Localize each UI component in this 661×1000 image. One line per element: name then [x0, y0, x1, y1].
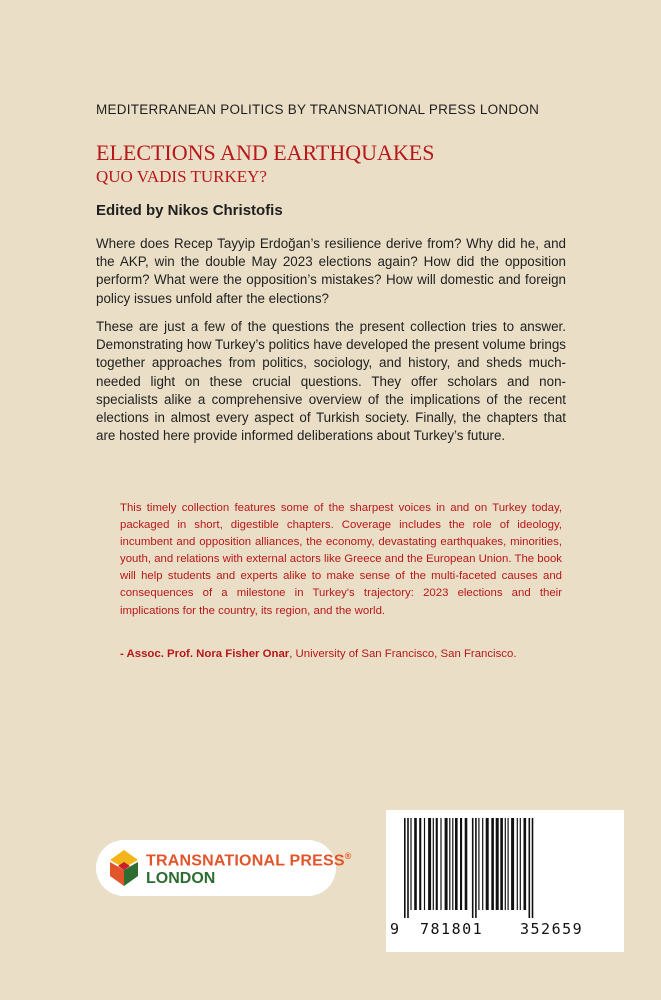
- publisher-mark-icon: [106, 848, 142, 888]
- barcode-bar: [524, 818, 527, 910]
- barcode-bar: [508, 818, 509, 910]
- barcode-bar: [475, 818, 477, 918]
- barcode-bar: [532, 818, 534, 918]
- reviewer-affiliation: , University of San Francisco, San Francisco.: [289, 648, 517, 660]
- barcode-bar: [486, 818, 489, 910]
- publisher-logo: [96, 840, 352, 896]
- barcode-bar: [478, 818, 479, 910]
- barcode-bar: [455, 818, 458, 910]
- isbn-group-2: 352659: [520, 920, 584, 938]
- isbn-first-digit: 9: [390, 920, 400, 938]
- reviewer-name: - Assoc. Prof. Nora Fisher Onar: [120, 648, 290, 660]
- barcode-bar: [440, 818, 441, 910]
- barcode-bar: [433, 818, 434, 910]
- barcode-bar: [436, 818, 438, 910]
- book-subtitle: QUO VADIS TURKEY?: [96, 167, 267, 186]
- barcode-bar: [410, 818, 411, 910]
- barcode-bar: [482, 818, 483, 910]
- book-title-block: [96, 140, 616, 188]
- barcode-bars: [400, 818, 610, 918]
- publisher-city: LONDON: [146, 870, 216, 887]
- barcode-bar: [445, 818, 448, 910]
- barcode-bar: [465, 818, 468, 910]
- editor-credit: Edited by Nikos Christofis: [96, 202, 283, 219]
- review-attribution: [120, 648, 590, 660]
- series-name: MEDITERRANEAN POLITICS BY TRANSNATIONAL PRESS LONDON: [96, 102, 540, 117]
- barcode-bar: [419, 818, 421, 910]
- registered-mark: ®: [344, 851, 352, 861]
- barcode-bar: [491, 818, 494, 910]
- isbn-group-1: 781801: [420, 920, 484, 938]
- review-quote: This timely collection features some of the sharpest voices in and on Turkey today, packaged in short, digestible chapters. Coverage includes the role of ideology, incumbent and opposition alliances, the economy, devastating earthquakes, minorities, youth, and relations with external actors like Greece and the European Union. The book will help students and experts alike to make sense of the multi-faceted causes and consequences of a milestone in Turkey's trajectory: 2023 elections and their implications for the country, its region, and the world.: [120, 502, 562, 617]
- barcode-bar: [520, 818, 521, 910]
- barcode-bar: [428, 818, 431, 910]
- blurb-paragraph-1: Where does Recep Tayyip Erdoğan’s resilience derive from? Why did he, and the AKP, win the double May 2023 elections again? How did the opposition perform? What were the opposition’s mistakes? How will domestic and foreign policy issues unfold after the elections?: [96, 236, 566, 306]
- blurb-paragraph-2: These are just a few of the questions the present collection tries to answer. Demonstrating how Turkey’s politics have developed the present volume brings together approaches from politics, sociology, and history, and sheds much-needed light on these crucial questions. They offer scholars and non-specialists alike a comprehensive overview of the implications of the recent elections in almost every aspect of Turkish society. Finally, the chapters that are hosted here provide informed deliberations about Turkey’s future.: [96, 319, 566, 444]
- barcode-bar: [472, 818, 474, 918]
- barcode-bar: [496, 818, 499, 910]
- barcode-bar: [452, 818, 453, 910]
- barcode-bar: [500, 818, 503, 910]
- barcode-bar: [517, 818, 518, 910]
- barcode-bar: [407, 818, 409, 918]
- barcode-bar: [414, 818, 417, 910]
- barcode-bar: [424, 818, 425, 910]
- barcode-bar: [404, 818, 406, 918]
- barcode-bar: [449, 818, 450, 910]
- barcode-bar: [511, 818, 514, 910]
- publisher-name: TRANSNATIONAL PRESS®: [146, 851, 352, 870]
- barcode-bar: [529, 818, 531, 918]
- barcode-bar: [505, 818, 506, 910]
- book-title: ELECTIONS AND EARTHQUAKES: [96, 140, 435, 165]
- barcode-bar: [460, 818, 462, 910]
- isbn-barcode: [386, 810, 624, 952]
